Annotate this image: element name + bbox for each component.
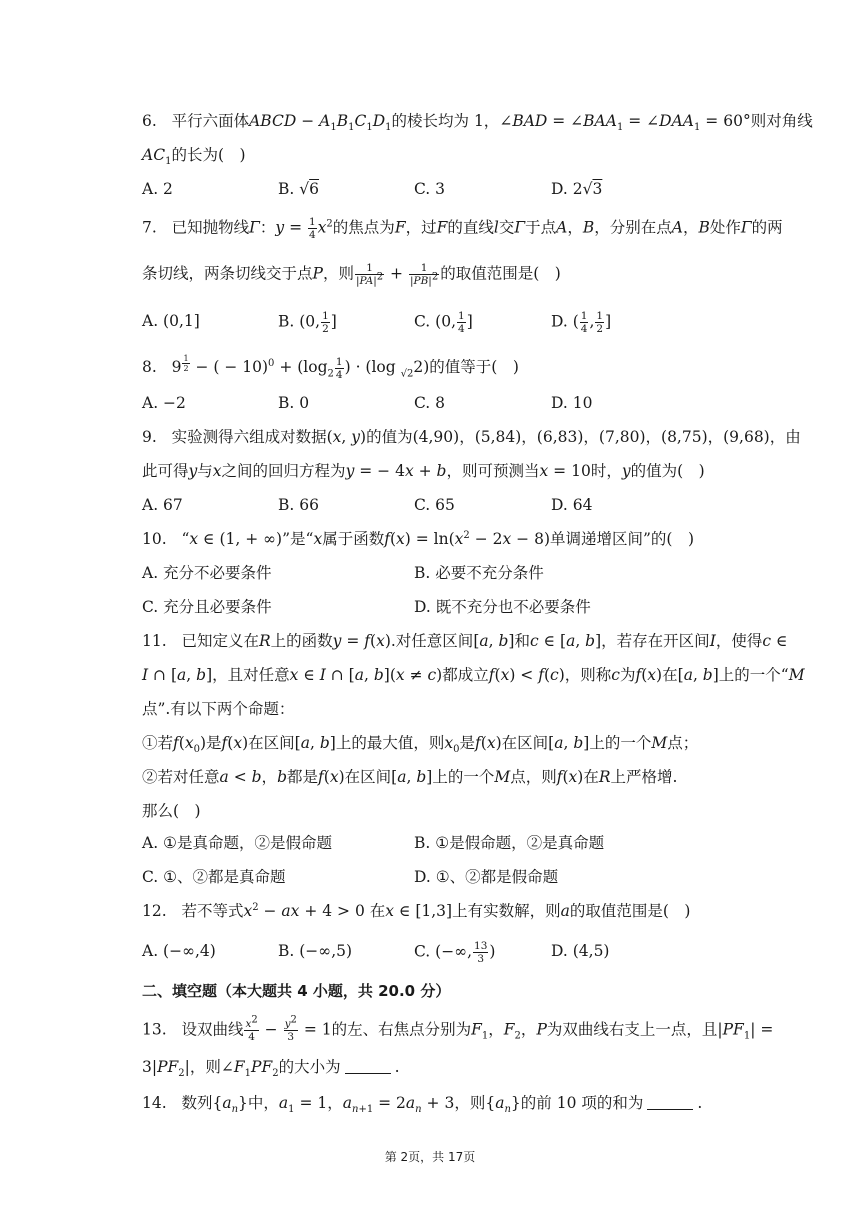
q11-option-d: D. ①、②都是假命题 — [414, 868, 559, 886]
question-10-line-1: 10. “x ∈ (1, + ∞)”是“x属于函数$f(x) = \ln(x^2 - 2x - 8)$单调递增区间”的( ) — [142, 529, 695, 548]
question-6-line-1: 6. 平行六面体ABCD − $A_1B_1C_1D_1$的棱长均为 1，∠BAD = $\angle BAA_1$ = $\angle DAA_1 = 60^\circ$则对角线 — [142, 112, 813, 134]
q7-option-d: D. ( $\frac{1}{4}$ , $\frac{1}{2}$ ] — [551, 310, 612, 335]
q6-option-c: C. 3 — [414, 180, 446, 198]
question-7-line-2: 条切线，两条切线交于点P，则 $\frac{1}{|PA|^2}$ + $\frac{1}{|PB|^2}$ 的取值范围是( ) — [142, 262, 561, 287]
question-6-line-2: $AC_1$的长为( ) — [142, 146, 246, 168]
q9-option-b: B. 66 — [278, 496, 319, 514]
question-12-line-1: 12. 若不等式$x^2$ − ax + 4 > 0 在x ∈ [1,3]上有实数解，则a的取值范围是( ) — [142, 901, 691, 920]
q10-option-d: D. 既不充分也不必要条件 — [414, 598, 591, 616]
question-8-line-1: 8. 9 $^{\frac{1}{2}}$ − ( − $10)^0 + (\log_2$ $\frac{1}{4}$ ) · (log $_{√2}$2)的值等于( ) — [142, 354, 519, 381]
question-9-line-1: 9. 实验测得六组成对数据(x, y)的值为(4,90)，(5,84)，(6,83)，(7,80)，(8,75)，(9,68)，由 — [142, 428, 801, 446]
section-fill-in-title: 二、填空题（本大题共 4 小题，共 20.0 分） — [142, 982, 451, 1000]
q12-option-d: D. (4,5) — [551, 942, 610, 960]
question-9-line-2: 此可得y与x之间的回归方程为y = − 4x + b，则可预测当x = 10时，y的值为( ) — [142, 462, 705, 480]
q12-option-a: A. (−∞,4) — [142, 942, 216, 960]
q9-option-d: D. 64 — [551, 496, 593, 514]
page-footer: 第 2页，共 17页 — [384, 1150, 476, 1164]
q8-option-b: B. 0 — [278, 394, 310, 412]
question-11-line-5: ②若对任意a < b，b都是f(x)在区间[a, b]上的一个M点，则f(x)在R上严格增. — [142, 768, 678, 786]
question-11-line-3: 点”.有以下两个命题： — [142, 700, 295, 718]
q7-option-c: C. (0, $\frac{1}{4}$ ] — [414, 310, 473, 335]
answer-blank-13[interactable] — [345, 1073, 391, 1074]
q10-option-b: B. 必要不充分条件 — [414, 564, 544, 582]
q7-option-a: A. (0,1] — [142, 312, 200, 330]
question-14-line-1: 14. 数列$\{a_n\}$中，$a_1 = 1$，$a_{n+1} = 2a_n + 3$，则$\{a_n\}$的前 10 项的和为 . — [142, 1094, 703, 1116]
question-11-line-4: ①若$f(x_0)$是f(x)在区间[a, b]上的最大值，则$x_0$是f(x)在区间[a, b]上的一个M点； — [142, 734, 699, 756]
q6-option-d: D. 2√3 — [551, 180, 603, 198]
q9-option-c: C. 65 — [414, 496, 455, 514]
q10-option-c: C. 充分且必要条件 — [142, 598, 272, 616]
q11-option-b: B. ①是假命题，②是真命题 — [414, 834, 605, 852]
q11-option-c: C. ①、②都是真命题 — [142, 868, 286, 886]
q8-option-d: D. 10 — [551, 394, 593, 412]
question-13-line-1: 13. 设双曲线 $\frac{x^2}{4}$ − $\frac{y^2}{3}$ = 1的左、右焦点分别为$F_1$，$F_2$，P为双曲线右支上一点，且$|PF_1|$ = — [142, 1014, 774, 1043]
q9-option-a: A. 67 — [142, 496, 183, 514]
q8-option-a: A. −2 — [142, 394, 186, 412]
answer-blank-14[interactable] — [647, 1109, 693, 1110]
question-13-line-2: $3|PF_2|$，则$\angle F_1PF_2$的大小为 . — [142, 1058, 400, 1080]
q6-option-b: B. √6 — [278, 180, 320, 198]
q12-option-c: C. (−∞, $\frac{13}{3}$ ) — [414, 940, 496, 965]
q8-option-c: C. 8 — [414, 394, 446, 412]
question-11-line-6: 那么( ) — [142, 802, 201, 820]
question-11-line-2: I ∩ [a, b]，且对任意x ∈ I ∩ [a, b](x ≠ c)都成立f(x) < f(c)，则称c为f(x)在[a, b]上的一个“M — [142, 666, 805, 684]
q6-option-a: A. 2 — [142, 180, 173, 198]
question-7-line-1: 7. 已知抛物线Γ：y = $\frac{1}{4}$ $x^2$的焦点为F，过F的直线l交Γ于点A，B，分别在点A，B处作Γ的两 — [142, 216, 783, 241]
q12-option-b: B. (−∞,5) — [278, 942, 353, 960]
question-11-line-1: 11. 已知定义在R上的函数y = f(x).对任意区间[a, b]和c ∈ [a, b]，若存在开区间I，使得c ∈ — [142, 632, 788, 650]
q10-option-a: A. 充分不必要条件 — [142, 564, 272, 582]
q11-option-a: A. ①是真命题，②是假命题 — [142, 834, 332, 852]
q7-option-b: B. (0, $\frac{1}{2}$ ] — [278, 310, 337, 335]
